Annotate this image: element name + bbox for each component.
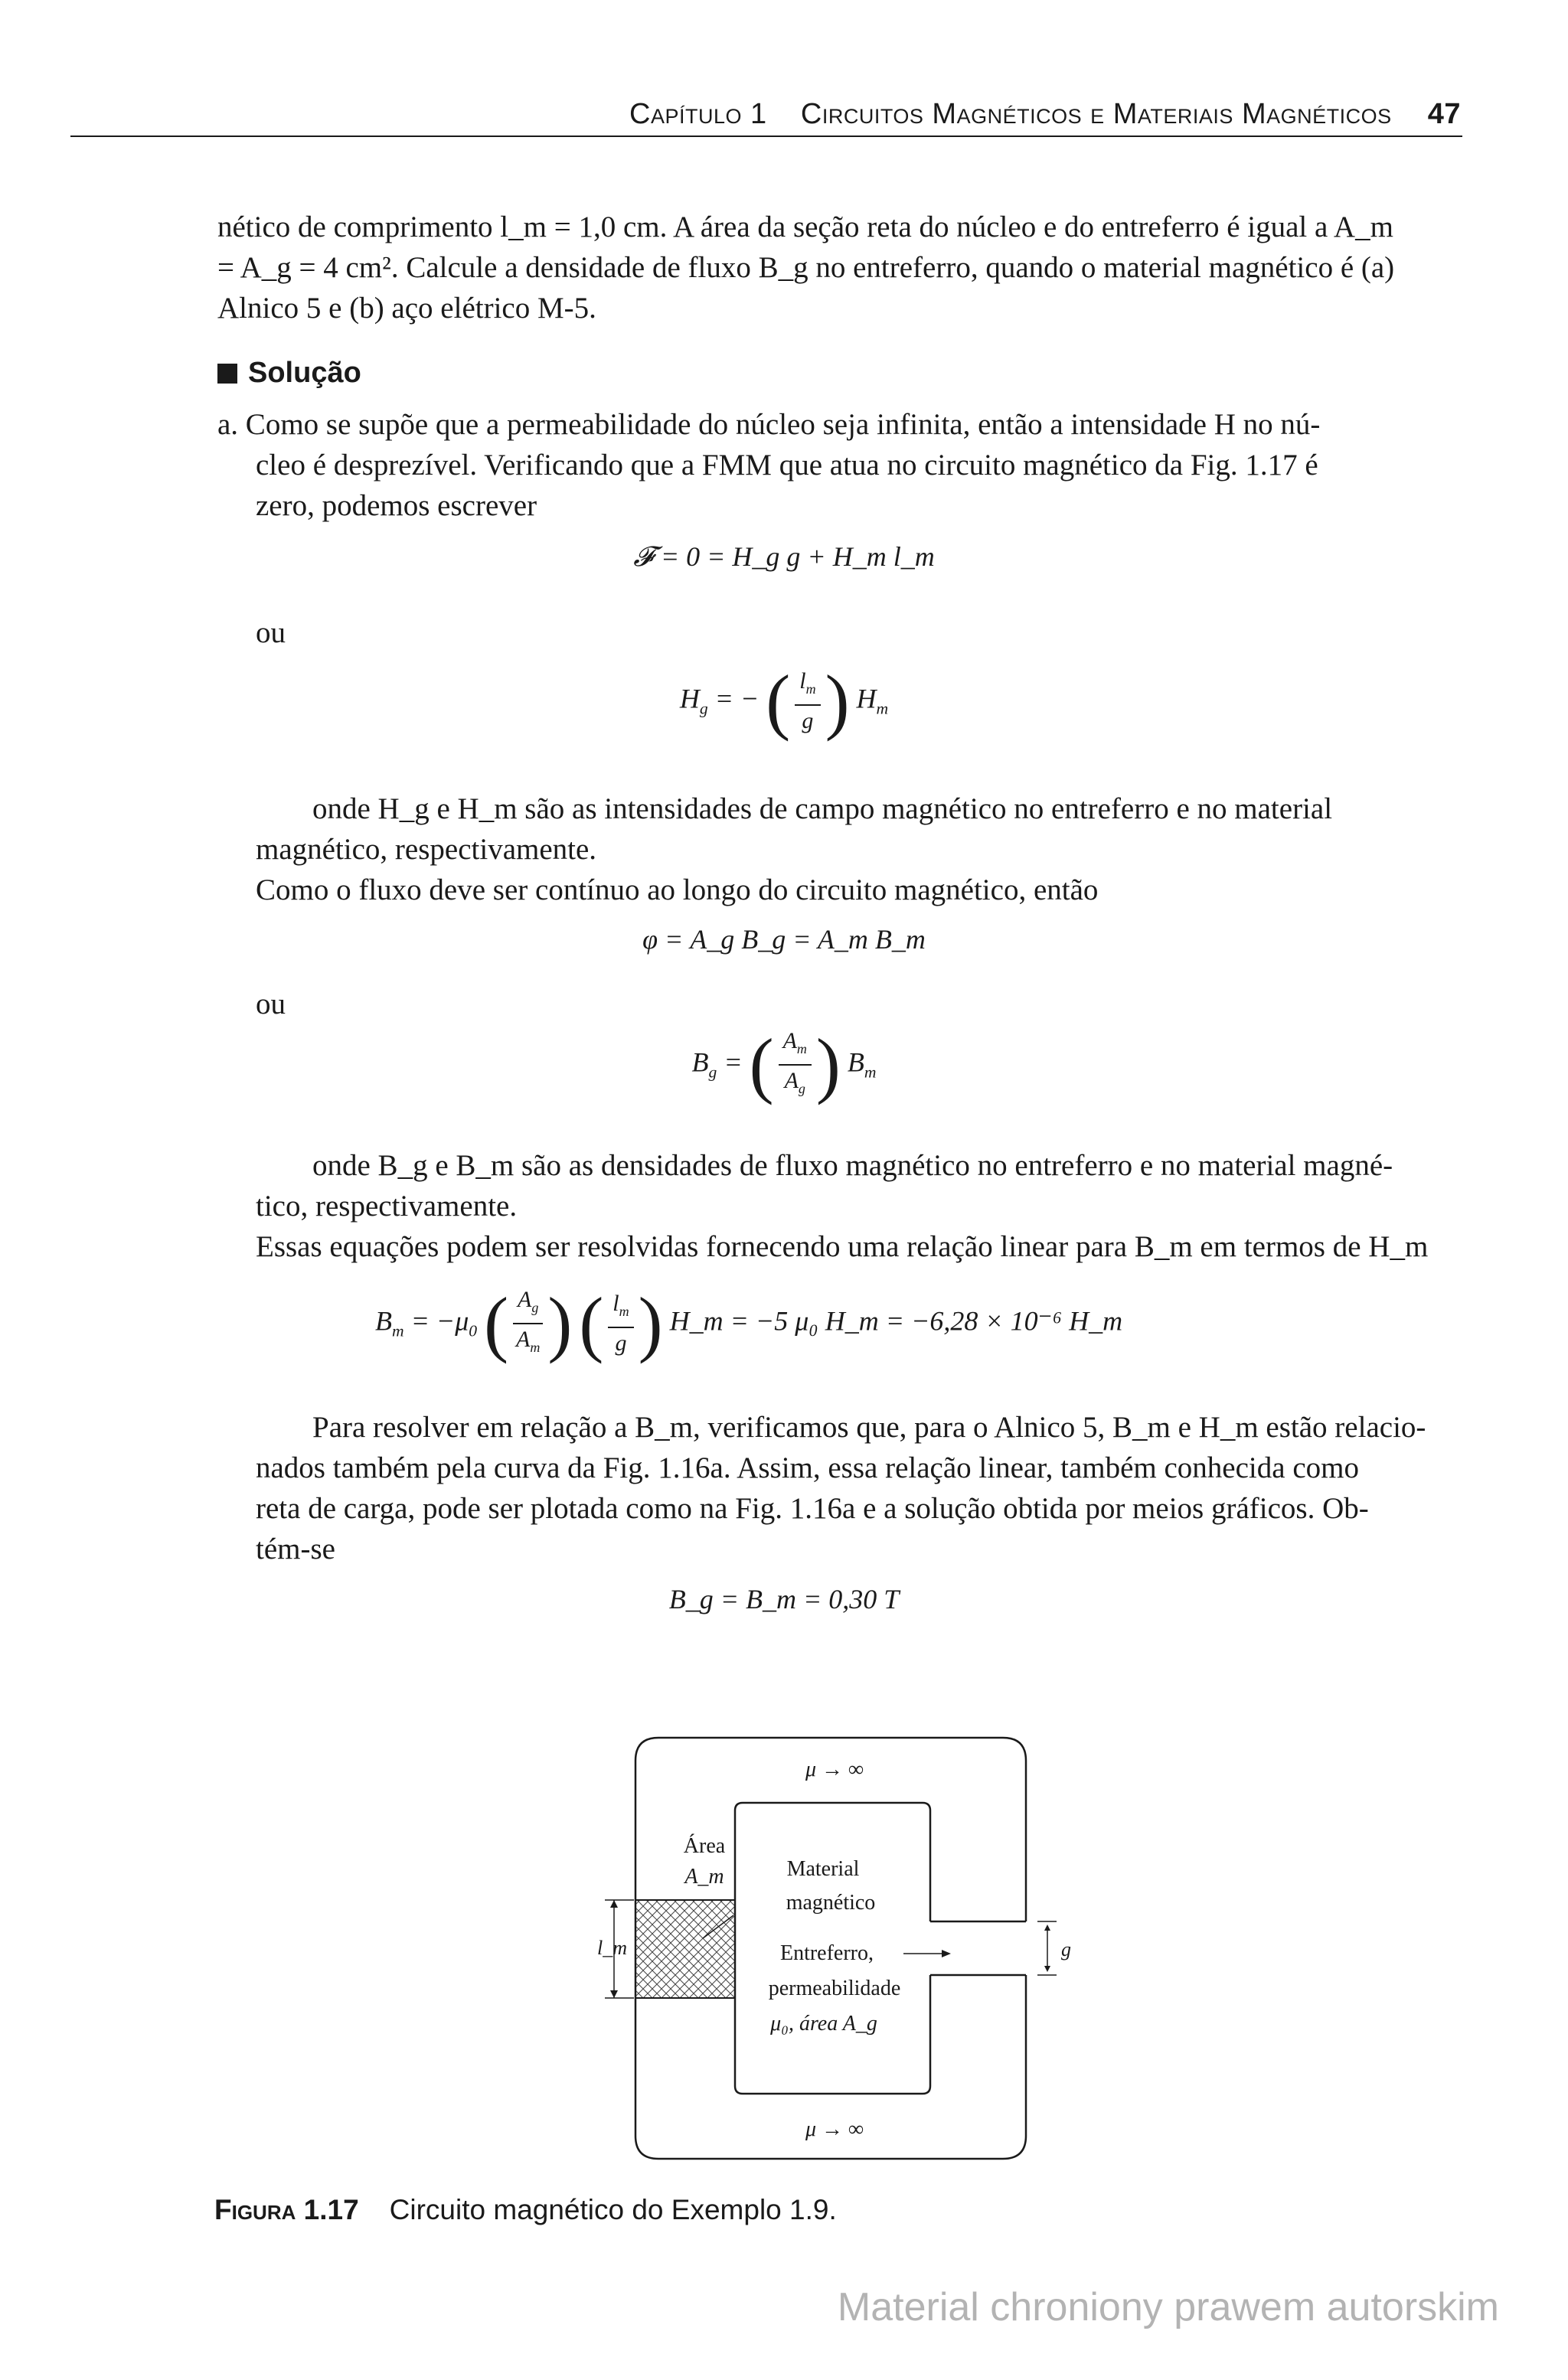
item-a-line-3: zero, podemos escrever — [256, 489, 537, 522]
item-a-text — [217, 404, 1462, 526]
equation-mmf: 𝓕 = 0 = H_g g + H_m l_m — [633, 541, 935, 572]
area-label: Área — [683, 1834, 726, 1858]
equation-bg: $B_g$ = ( $\frac{A_m}{A_g}$ ) $B_m$ — [691, 1023, 877, 1105]
item-a-line-2: cleo é desprezível. Verificando que a FMM que atua no circuito magnético da Fig. 1.17 é — [256, 449, 1318, 482]
solution-heading — [217, 357, 361, 390]
gap-pointer-arrow-icon — [942, 1950, 951, 1957]
copyright-watermark: Material chroniony prawem autorskim — [837, 2285, 1499, 2329]
figure-caption — [214, 2194, 837, 2226]
solve-line: Essas equações podem ser resolvidas fornecendo uma relação linear para B_m em termos de H_m — [256, 1230, 1429, 1263]
where-h-line-2: magnético, respectivamente. — [256, 833, 597, 866]
ou-2: ou — [256, 988, 286, 1020]
figure-caption-text: Circuito magnético do Exemplo 1.9. — [389, 2194, 837, 2225]
running-header — [629, 98, 1461, 131]
gap-label-1: Entreferro, — [779, 1941, 874, 1965]
solve-paragraph — [256, 1407, 1462, 1569]
intro-line-1: nético de comprimento l_m = 1,0 cm. A área da seção reta do núcleo e do entreferro é igual a A_m — [217, 211, 1393, 243]
equation-load-line-tail: H_m = −5 μ₀ H_m = −6,28 × 10⁻⁶ H_m — [669, 1305, 1123, 1337]
where-h-line-1: onde H_g e H_m são as intensidades de campo magnético no entreferro e no material — [312, 792, 1333, 825]
material-label-1: Material — [786, 1857, 860, 1881]
mu-bottom-label: μ → ∞ — [805, 2117, 864, 2141]
area-symbol: A_m — [684, 1865, 724, 1889]
solve-para-line-4: tém-se — [256, 1533, 335, 1565]
solve-para-line-1: Para resolver em relação a B_m, verificamos que, para o Alnico 5, B_m e H_m estão relacio- — [312, 1411, 1426, 1444]
square-bullet-icon — [217, 364, 237, 384]
magnetic-material-hatch — [635, 1900, 735, 1998]
solve-para-line-2: nados também pela curva da Fig. 1.16a. Assim, essa relação linear, também conhecida como — [256, 1451, 1359, 1484]
intro-paragraph — [217, 207, 1462, 328]
chapter-label: Capítulo 1 — [629, 98, 767, 130]
solve-para-line-3: reta de carga, pode ser plotada como na Fig. 1.16a e a solução obtida por meios gráficos. Ob- — [256, 1492, 1369, 1525]
page-number: 47 — [1427, 98, 1461, 130]
equation-load-line: $B_m = -\mu_0$ ( $\frac{A_g}{A_m}$ ) ( $\frac{l_m}{g}$ ) H_m = −5 μ₀ H_m = −6,28 × 10⁻⁶ H_m — [375, 1282, 1123, 1364]
where-b-line-1: onde B_g e B_m são as densidades de fluxo magnético no entreferro e no material magné- — [312, 1149, 1393, 1182]
equation-flux: φ = A_g B_g = A_m B_m — [642, 924, 926, 955]
gap-label-2: permeabilidade — [768, 1977, 901, 2000]
flux-line: Como o fluxo deve ser contínuo ao longo do circuito magnético, então — [256, 873, 1099, 906]
g-label: g — [1061, 1938, 1071, 1960]
header-rule — [70, 135, 1462, 137]
where-b-paragraph — [256, 1145, 1462, 1267]
chapter-title: Circuitos Magnéticos e Materiais Magnéticos — [800, 98, 1392, 130]
magnetic-circuit-figure — [597, 1722, 1087, 2182]
intro-line-2: = A_g = 4 cm². Calcule a densidade de fluxo B_g no entreferro, quando o material magnético é (a) — [217, 251, 1395, 284]
equation-result: B_g = B_m = 0,30 T — [668, 1584, 900, 1614]
mu-top-label: μ → ∞ — [805, 1758, 864, 1781]
lm-label: l_m — [597, 1937, 627, 1959]
intro-line-3: Alnico 5 e (b) aço elétrico M-5. — [217, 292, 596, 325]
figure-caption-label: Figura 1.17 — [214, 2194, 359, 2225]
where-b-line-2: tico, respectivamente. — [256, 1190, 518, 1223]
equation-hg: $H_g$ = − ( $\frac{l_m}{g}$ ) $H_m$ — [679, 660, 889, 742]
item-a-line-1: a. Como se supõe que a permeabilidade do núcleo seja infinita, então a intensidade H no nú- — [217, 408, 1321, 441]
material-label-2: magnético — [786, 1891, 876, 1915]
solution-heading-text: Solução — [248, 357, 361, 389]
where-h-paragraph — [256, 788, 1462, 910]
gap-label-3: μ₀, área A_g — [770, 2012, 877, 2036]
ou-1: ou — [256, 616, 286, 649]
